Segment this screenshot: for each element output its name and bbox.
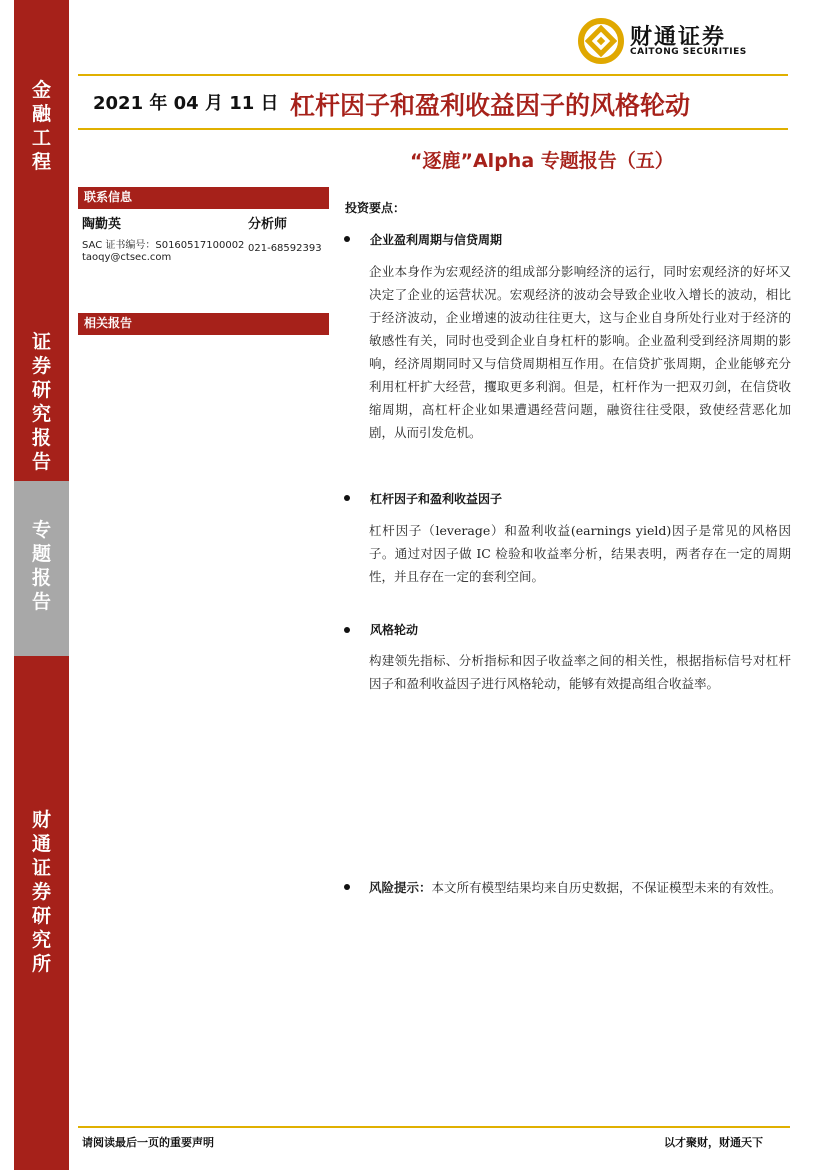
logo-text-cn: 财通证券 xyxy=(630,25,727,50)
key-point-heading: 企业盈利周期与信贷周期 xyxy=(370,233,503,247)
key-point-heading: 风格轮动 xyxy=(370,623,419,637)
report-date: 2021 年 04 月 11 日 xyxy=(93,93,279,114)
sidebar-label: 金融工程 xyxy=(31,79,51,173)
analyst-email[interactable]: taoqy@ctsec.com xyxy=(82,252,172,263)
bullet-icon xyxy=(344,236,350,242)
report-title: 杠杆因子和盈利收益因子的风格轮动 xyxy=(290,91,691,120)
footer-disclaimer: 请阅读最后一页的重要声明 xyxy=(82,1136,214,1149)
footer-slogan: 以才聚财，财通天下 xyxy=(664,1136,763,1149)
key-points-title: 投资要点： xyxy=(345,201,406,215)
company-logo xyxy=(578,18,768,64)
logo-emblem-icon xyxy=(578,18,624,64)
related-reports-rule xyxy=(78,334,329,335)
key-point-text: 构建领先指标、分析指标和因子收益率之间的相关性，根据指标信号对杠杆因子和盈利收益因子进行风格轮动，能够有效提高组合收益率。 xyxy=(369,653,791,691)
sidebar-seg-financial-engineering xyxy=(14,78,69,174)
risk-label: 风险提示： xyxy=(369,880,432,895)
sidebar-label: 专题报告 xyxy=(31,519,51,613)
contact-rule xyxy=(78,208,329,209)
header-rule-top xyxy=(78,74,788,76)
bullet-icon xyxy=(344,495,350,501)
report-subtitle: “逐鹿”Alpha 专题报告（五） xyxy=(410,150,674,172)
footer-rule xyxy=(78,1126,790,1128)
analyst-sac-number: SAC 证书编号：S0160517100002 xyxy=(82,240,245,251)
key-point-text: 杠杆因子（leverage）和盈利收益(earnings yield)因子是常见的风格因子。通过对因子做 IC 检验和收益率分析，结果表明，两者存在一定的周期性，并且存在一定的套利空间。 xyxy=(369,523,791,584)
sidebar-seg-securities-report xyxy=(14,330,69,474)
risk-text: 本文所有模型结果均来自历史数据，不保证模型未来的有效性。 xyxy=(431,880,782,895)
risk-warning xyxy=(369,876,791,899)
sidebar xyxy=(14,0,69,1170)
analyst-name: 陶勤英 xyxy=(82,217,122,232)
sidebar-seg-institute xyxy=(14,808,69,976)
bullet-icon xyxy=(344,884,350,890)
contact-heading: 联系信息 xyxy=(78,187,329,208)
bullet-icon xyxy=(344,627,350,633)
logo-text-en: CAITONG SECURITIES xyxy=(630,47,747,57)
sidebar-label: 财通证券研究所 xyxy=(31,809,51,975)
related-reports-heading: 相关报告 xyxy=(78,313,329,334)
analyst-phone: 021-68592393 xyxy=(248,243,322,254)
header-rule-bottom xyxy=(78,128,788,130)
key-point-heading: 杠杆因子和盈利收益因子 xyxy=(370,492,503,506)
key-point-text: 企业本身作为宏观经济的组成部分影响经济的运行，同时宏观经济的好坏又决定了企业的运营状况。宏观经济的波动会导致企业收入增长的波动，相比于经济波动，企业增速的波动往往更大，这与企业自身所处行业对于经济的敏感性有关，同时也受到企业自身杠杆的影响。企业盈利受到经济周期的影响，经济周期同时又与信贷周期相互作用。在信贷扩张周期，企业能够充分利用杠杆扩大经营，攫取更多利润。但是，杠杆作为一把双刃剑，在信贷收缩周期，高杠杆企业如果遭遇经营问题，融资往往受限，致使经营恶化加剧，从而引发危机。 xyxy=(369,264,791,440)
analyst-role: 分析师 xyxy=(248,217,288,232)
sidebar-seg-special-report xyxy=(14,518,69,614)
sidebar-label: 证券研究报告 xyxy=(31,331,51,473)
